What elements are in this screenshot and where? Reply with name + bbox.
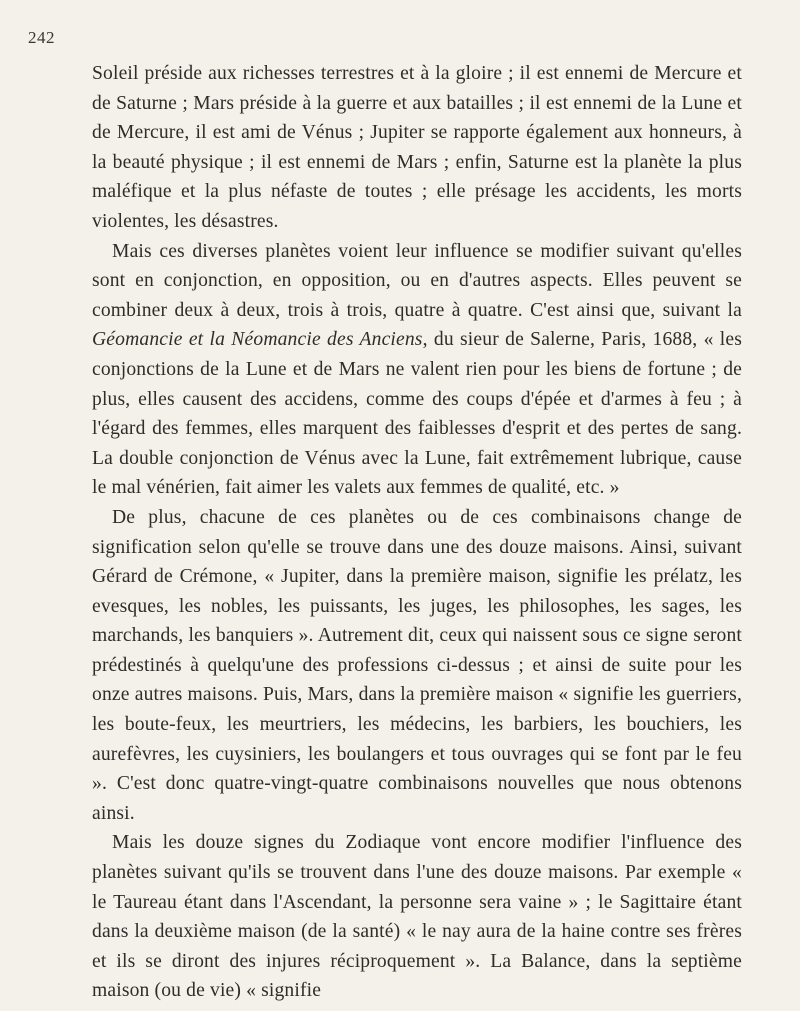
text-segment: Soleil préside aux richesses terrestres et à la gloire ; il est ennemi de Mercure et de Saturne ; Mars préside à la guerre et aux batailles ; il est ennemi de la Lune et de Mercure, il est ami de Vénus ; Jupiter se rapporte également aux honneurs, à la beauté physique ; il est ennemi de Mars ; enfin, Saturne est la planète la plus maléfique et la plus néfaste de toutes ; elle présage les accidents, les morts violentes, les désastres.	[92, 63, 742, 232]
body-text	[92, 59, 742, 1006]
text-segment: Mais les douze signes du Zodiaque vont encore modifier l'influence des planètes suivant qu'ils se trouvent dans l'une des douze maisons. Par exemple « le Taureau étant dans l'Ascendant, la personne sera vaine » ; le Sagittaire étant dans la deuxième maison (de la santé) « le nay aura de la haine contre ses frères et ils se diront des injures réciproquement ». La Balance, dans la septième maison (ou de vie) « signifie	[92, 832, 742, 1002]
paragraph	[92, 503, 742, 829]
book-title: Géomancie et la Néomancie des Anciens	[92, 329, 423, 351]
text-segment: , du sieur de Salerne, Paris, 1688, « les conjonctions de la Lune et de Mars ne valent rien pour les biens de fortune ; de plus, elles causent des accidens, comme des coups d'épée et d'armes à feu ; à l'égard des femmes, elles marquent des faiblesses d'esprit et des pertes de sang. La double conjonction de Vénus avec la Lune, fait extrêmement lubrique, cause le mal vénérien, fait aimer les valets aux femmes de qualité, etc. »	[92, 329, 742, 499]
page-number: 242	[28, 28, 55, 47]
paragraph	[92, 237, 742, 503]
text-segment: De plus, chacune de ces planètes ou de ces combinaisons change de signification selon qu'elle se trouve dans une des douze maisons. Ainsi, suivant Gérard de Crémone, « Jupiter, dans la première maison, signifie les prélatz, les evesques, les nobles, les puissants, les juges, les philosophes, les sages, les marchands, les banquiers ». Autrement dit, ceux qui naissent sous ce signe seront prédestinés à quelqu'une des professions ci-dessus ; et ainsi de suite pour les onze autres maisons. Puis, Mars, dans la première maison « signifie les guerriers, les boute-feux, les meurtriers, les médecins, les barbiers, les bouchiers, les aurefèvres, les cuysiniers, les boulangers et tous ouvrages qui se font par le feu ». C'est donc quatre-vingt-quatre combinaisons nouvelles que nous obtenons ainsi.	[92, 506, 742, 824]
paragraph	[92, 59, 742, 237]
paragraph	[92, 828, 742, 1006]
text-segment: Mais ces diverses planètes voient leur influence se modifier suivant qu'elles sont en conjonction, en opposition, ou en d'autres aspects. Elles peuvent se combiner deux à deux, trois à trois, quatre à quatre. C'est ainsi que, suivant la	[92, 240, 742, 321]
